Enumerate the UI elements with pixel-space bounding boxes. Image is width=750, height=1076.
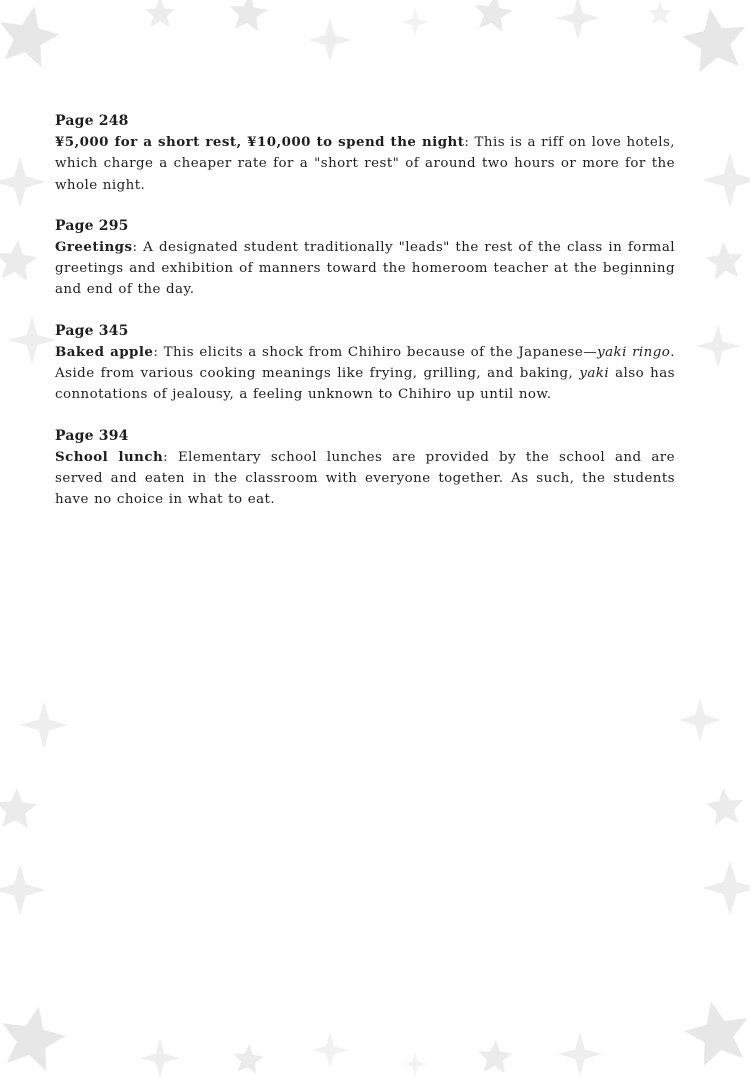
four-point-star-icon <box>682 8 746 72</box>
note-description: . Aside from various cooking meanings like frying, grilling, and baking, <box>55 344 675 382</box>
four-point-star-icon <box>0 864 46 916</box>
note-colon: : <box>464 135 470 150</box>
four-point-star-icon <box>558 1032 602 1076</box>
four-point-star-icon <box>312 1032 348 1068</box>
note-italic-term: yaki ringo <box>597 344 671 360</box>
four-point-star-icon <box>649 2 672 24</box>
four-point-star-icon <box>702 860 750 916</box>
four-point-star-icon <box>0 7 60 68</box>
note-page-394 <box>55 426 675 511</box>
note-text <box>55 237 675 301</box>
four-point-star-icon <box>308 18 352 62</box>
four-point-star-icon <box>678 698 722 742</box>
four-point-star-icon <box>0 156 46 208</box>
note-term: Baked apple <box>55 343 154 360</box>
note-page-248 <box>55 111 675 196</box>
four-point-star-icon <box>401 8 429 36</box>
four-point-star-icon <box>475 0 513 32</box>
note-term: School lunch <box>55 448 164 465</box>
note-colon: : <box>153 344 159 360</box>
note-page-number: Page 345 <box>55 322 129 339</box>
four-point-star-icon <box>696 324 740 368</box>
four-point-star-icon <box>0 240 37 281</box>
note-text <box>55 132 675 196</box>
four-point-star-icon <box>706 242 744 279</box>
four-point-star-icon <box>2 1007 65 1071</box>
note-description: This is a riff on love hotels, which charge a cheaper rate for a "short rest" of around two hours or more for the whole night. <box>55 135 675 193</box>
note-term: ¥5,000 for a short rest, ¥10,000 to spend the night <box>55 134 465 150</box>
note-colon: : <box>163 449 169 465</box>
note-page-number: Page 248 <box>55 113 129 129</box>
four-point-star-icon <box>145 0 175 27</box>
four-point-star-icon <box>403 1052 427 1076</box>
note-page-345 <box>55 321 675 406</box>
note-text <box>55 342 675 406</box>
four-point-star-icon <box>684 1002 747 1066</box>
four-point-star-icon <box>8 316 56 364</box>
four-point-star-icon <box>233 1044 263 1074</box>
note-page-number: Page 295 <box>55 217 129 234</box>
four-point-star-icon <box>702 152 750 208</box>
note-description: also has connotations of jealousy, a feeling unknown to Chihiro up until now. <box>55 366 675 403</box>
note-page-number: Page 394 <box>55 427 129 444</box>
note-italic-term: yaki <box>579 366 610 382</box>
four-point-star-icon <box>706 788 744 825</box>
note-description: A designated student traditionally "leads" the rest of the class in formal greetings and exhibition of manners toward the homeroom teacher at the beginning and end of the day. <box>55 239 675 298</box>
notes-content <box>55 111 675 531</box>
note-colon: : <box>132 239 138 255</box>
four-point-star-icon <box>478 1040 512 1073</box>
note-description: This elicits a shock from Chihiro because of the Japanese— <box>158 344 598 360</box>
four-point-star-icon <box>20 701 68 749</box>
note-term: Greetings <box>55 238 133 255</box>
note-description: Elementary school lunches are provided by the school and are served and eaten in the classroom with everyone together. As such, the students have no choice in what to eat. <box>55 449 675 508</box>
four-point-star-icon <box>556 0 600 40</box>
note-page-295 <box>55 216 675 301</box>
four-point-star-icon <box>0 788 37 828</box>
four-point-star-icon <box>230 0 268 31</box>
four-point-star-icon <box>140 1038 180 1076</box>
note-text <box>55 447 675 511</box>
